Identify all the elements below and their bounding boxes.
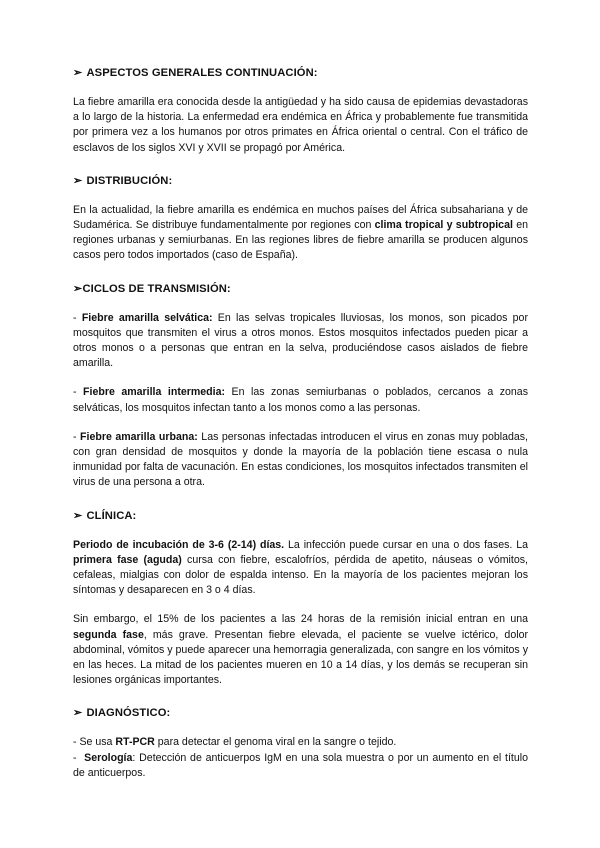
document-page: [73, 66, 528, 781]
arrow-bullet-icon: ➢: [73, 707, 83, 720]
label-primera-fase: primera fase (aguda): [73, 553, 182, 566]
label-fiebre-urbana: Fiebre amarilla urbana:: [80, 430, 198, 443]
label-fiebre-selvatica: Fiebre amarilla selvática:: [81, 311, 213, 324]
heading-aspectos-generales: ➢ ASPECTOS GENERALES CONTINUACIÓN:: [73, 67, 318, 79]
arrow-bullet-icon: ➢: [73, 67, 83, 79]
heading-clinica: ➢ CLÍNICA:: [73, 509, 137, 522]
paragraph-aspectos-generales: La fiebre amarilla era conocida desde la antigüedad y ha sido causa de epidemias devastadoras a lo largo de la historia. La enfermedad era endémica en África y probablemente fue transmitida por primera vez a los humanos por otros primates en África oriental o central. Con el tráfico de esclavos de los siglos XVI y XVII se propagó por América.: [73, 96, 528, 154]
highlight-clima: clima tropical y subtropical: [374, 219, 513, 232]
list-item-rt-pcr: - Se usa RT-PCR para detectar el genoma viral en la sangre o tejido.: [73, 736, 397, 749]
paragraph-fiebre-urbana: - Fiebre amarilla urbana: Las personas infectadas introducen el virus en zonas muy pobladas, con gran densidad de mosquitos y donde la mayoría de la población tiene escasa o nula inmunidad por falta de vacunación. En estas condiciones, los mosquitos infectados transmiten el virus de una persona a otra.: [73, 430, 528, 489]
arrow-bullet-icon: ➢: [73, 282, 83, 295]
label-fiebre-intermedia: Fiebre amarilla intermedia:: [83, 386, 226, 399]
arrow-bullet-icon: ➢: [73, 174, 83, 187]
label-serologia: Serología: [84, 751, 133, 764]
paragraph-distribucion: En la actualidad, la fiebre amarilla es endémica en muchos países del África subsahariana y de Sudamérica. Se distribuye fundamentalmente por regiones con clima tropical y subtropical en regiones urbanas y semiurbanas. En las regiones libres de fiebre amarilla se producen algunos casos pero todos importados (caso de España).: [73, 203, 528, 262]
label-periodo-incubacion: Periodo de incubación de 3-6 (2-14) días.: [73, 538, 285, 551]
arrow-bullet-icon: ➢: [73, 509, 83, 522]
list-item-serologia: - Serología: Detección de anticuerpos IgM en una sola muestra o por un aumento en el título de anticuerpos.: [73, 751, 528, 779]
heading-diagnostico: ➢ DIAGNÓSTICO:: [73, 707, 171, 720]
paragraph-fiebre-intermedia: - Fiebre amarilla intermedia: En las zonas semiurbanas o poblados, cercanos a zonas selváticas, los mosquitos infectan tanto a los monos como a las personas.: [73, 386, 528, 414]
heading-distribucion: ➢ DISTRIBUCIÓN:: [73, 174, 173, 187]
label-segunda-fase: segunda fase: [73, 628, 144, 641]
paragraph-clinica-segunda-fase: Sin embargo, el 15% de los pacientes a las 24 horas de la remisión inicial entran en una segunda fase, más grave. Presentan fiebre elevada, el paciente se vuelve ictérico, dolor abdominal, vómitos y puede aparecer una hemorragia generalizada, con sangre en los vómitos y en las heces. La mitad de los pacientes mueren en 10 a 14 días, y los demás se recuperan sin lesiones orgánicas importantes.: [73, 613, 528, 687]
paragraph-clinica-incubacion: Periodo de incubación de 3-6 (2-14) días. La infección puede cursar en una o dos fases. La primera fase (aguda) cursa con fiebre, escalofríos, pérdida de apetito, náuseas o vómitos, cefaleas, mialgias con dolor de espalda intenso. En la mayoría de los pacientes mejoran los síntomas y desaparecen en 3 o 4 días.: [73, 538, 529, 597]
paragraph-fiebre-selvatica: - Fiebre amarilla selvática: En las selvas tropicales lluviosas, los monos, son picados por mosquitos que transmiten el virus a otros monos. Estos mosquitos infectados pueden picar a otros monos o a personas que entran en la selva, produciéndose casos aislados de fiebre amarilla.: [73, 311, 528, 370]
label-rt-pcr: RT-PCR: [115, 736, 155, 749]
heading-ciclos-transmision: ➢CICLOS DE TRANSMISIÓN:: [73, 282, 231, 295]
